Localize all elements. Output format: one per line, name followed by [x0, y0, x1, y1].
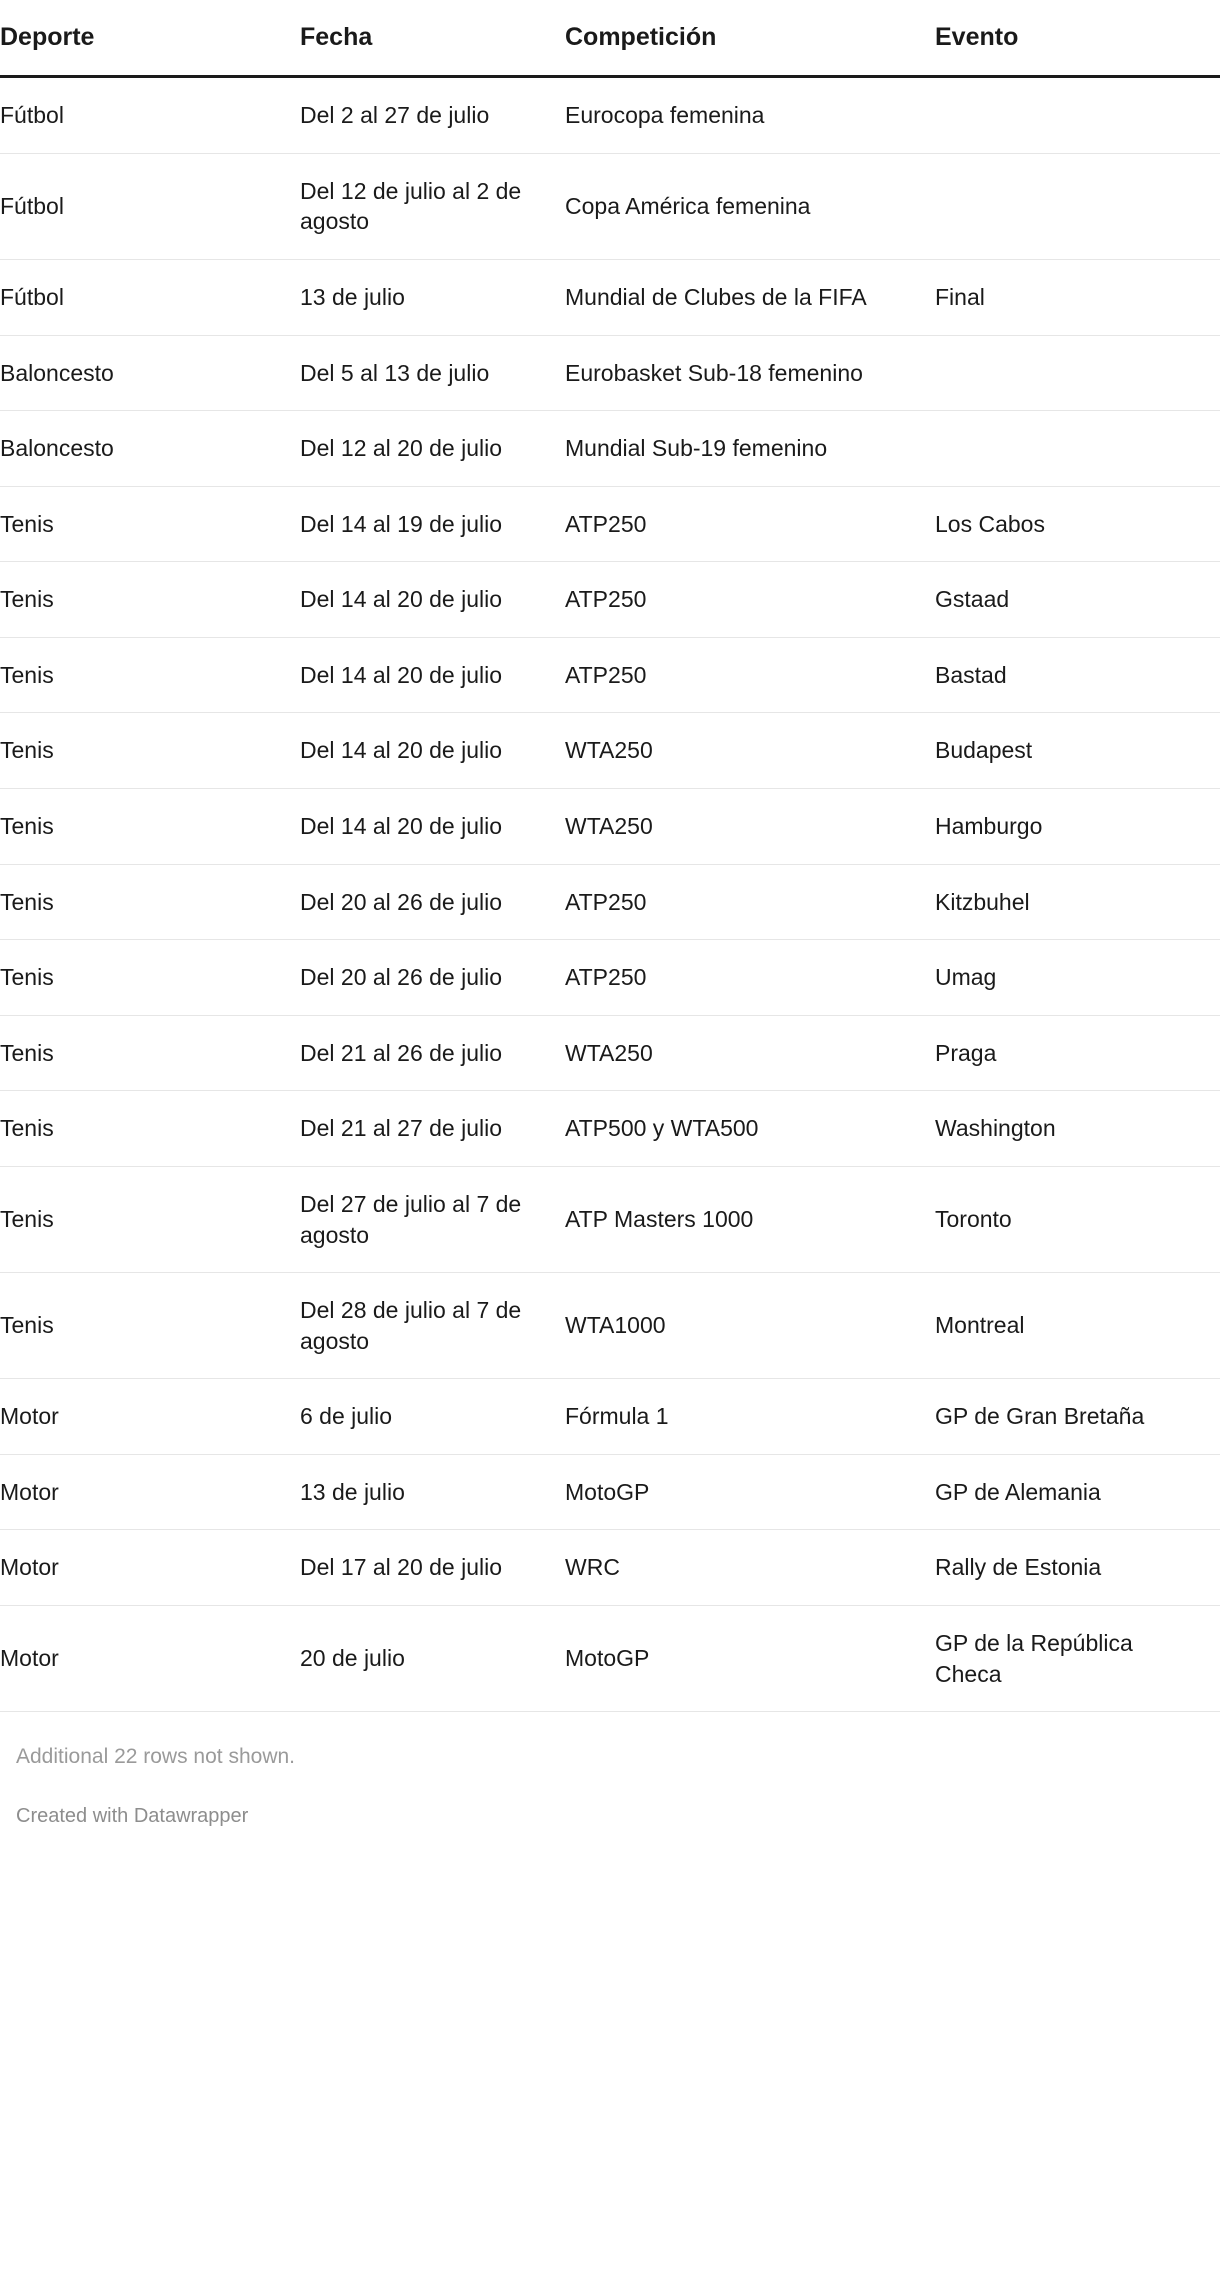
- cell-deporte: Motor: [0, 1379, 300, 1455]
- cell-evento: GP de Gran Bretaña: [935, 1379, 1220, 1455]
- cell-competicion: ATP250: [565, 940, 935, 1016]
- cell-competicion: ATP250: [565, 864, 935, 940]
- table-header: [0, 0, 1220, 77]
- table-row: [0, 562, 1220, 638]
- cell-deporte: Tenis: [0, 1091, 300, 1167]
- cell-competicion: Eurocopa femenina: [565, 77, 935, 154]
- cell-evento: [935, 411, 1220, 487]
- column-header-competicion[interactable]: Competición: [565, 0, 935, 77]
- cell-competicion: ATP500 y WTA500: [565, 1091, 935, 1167]
- cell-deporte: Motor: [0, 1454, 300, 1530]
- cell-fecha: Del 2 al 27 de julio: [300, 77, 565, 154]
- cell-competicion: WRC: [565, 1530, 935, 1606]
- cell-deporte: Baloncesto: [0, 335, 300, 411]
- table-row: [0, 77, 1220, 154]
- cell-fecha: Del 21 al 26 de julio: [300, 1015, 565, 1091]
- cell-evento: Final: [935, 259, 1220, 335]
- rows-not-shown-note: Additional 22 rows not shown.: [16, 1745, 295, 1769]
- table-row: [0, 335, 1220, 411]
- table-row: [0, 1530, 1220, 1606]
- cell-fecha: Del 27 de julio al 7 de agosto: [300, 1166, 565, 1272]
- cell-deporte: Fútbol: [0, 259, 300, 335]
- cell-deporte: Motor: [0, 1605, 300, 1711]
- cell-evento: [935, 335, 1220, 411]
- table-row: [0, 153, 1220, 259]
- cell-evento: Toronto: [935, 1166, 1220, 1272]
- cell-deporte: Tenis: [0, 1015, 300, 1091]
- cell-competicion: Eurobasket Sub-18 femenino: [565, 335, 935, 411]
- cell-fecha: 20 de julio: [300, 1605, 565, 1711]
- cell-competicion: MotoGP: [565, 1605, 935, 1711]
- table-row: [0, 486, 1220, 562]
- cell-deporte: Fútbol: [0, 77, 300, 154]
- table-row: [0, 940, 1220, 1016]
- table-row: [0, 713, 1220, 789]
- datawrapper-credit[interactable]: Created with Datawrapper: [16, 1804, 249, 1827]
- cell-evento: Praga: [935, 1015, 1220, 1091]
- cell-fecha: Del 14 al 19 de julio: [300, 486, 565, 562]
- cell-competicion: WTA1000: [565, 1273, 935, 1379]
- table-row: [0, 1454, 1220, 1530]
- cell-deporte: Tenis: [0, 562, 300, 638]
- cell-competicion: Copa América femenina: [565, 153, 935, 259]
- cell-fecha: Del 5 al 13 de julio: [300, 335, 565, 411]
- cell-deporte: Tenis: [0, 713, 300, 789]
- table-row: [0, 1015, 1220, 1091]
- table-row: [0, 789, 1220, 865]
- cell-deporte: Tenis: [0, 1273, 300, 1379]
- cell-fecha: 6 de julio: [300, 1379, 565, 1455]
- table-row: [0, 1166, 1220, 1272]
- cell-competicion: Fórmula 1: [565, 1379, 935, 1455]
- cell-fecha: Del 14 al 20 de julio: [300, 789, 565, 865]
- cell-fecha: 13 de julio: [300, 259, 565, 335]
- cell-evento: Gstaad: [935, 562, 1220, 638]
- cell-competicion: WTA250: [565, 713, 935, 789]
- cell-evento: [935, 77, 1220, 154]
- cell-fecha: Del 14 al 20 de julio: [300, 562, 565, 638]
- cell-fecha: 13 de julio: [300, 1454, 565, 1530]
- cell-fecha: Del 17 al 20 de julio: [300, 1530, 565, 1606]
- cell-fecha: Del 12 al 20 de julio: [300, 411, 565, 487]
- cell-competicion: ATP250: [565, 486, 935, 562]
- cell-deporte: Tenis: [0, 789, 300, 865]
- cell-competicion: WTA250: [565, 1015, 935, 1091]
- cell-fecha: Del 20 al 26 de julio: [300, 940, 565, 1016]
- column-header-evento[interactable]: Evento: [935, 0, 1220, 77]
- cell-competicion: MotoGP: [565, 1454, 935, 1530]
- cell-competicion: ATP Masters 1000: [565, 1166, 935, 1272]
- cell-fecha: Del 21 al 27 de julio: [300, 1091, 565, 1167]
- cell-competicion: WTA250: [565, 789, 935, 865]
- cell-fecha: Del 14 al 20 de julio: [300, 637, 565, 713]
- cell-fecha: Del 12 de julio al 2 de agosto: [300, 153, 565, 259]
- cell-evento: GP de Alemania: [935, 1454, 1220, 1530]
- cell-evento: Budapest: [935, 713, 1220, 789]
- cell-evento: [935, 153, 1220, 259]
- column-header-fecha[interactable]: Fecha: [300, 0, 565, 77]
- table-row: [0, 637, 1220, 713]
- cell-evento: Umag: [935, 940, 1220, 1016]
- cell-deporte: Tenis: [0, 486, 300, 562]
- cell-deporte: Tenis: [0, 864, 300, 940]
- table-row: [0, 864, 1220, 940]
- cell-deporte: Tenis: [0, 940, 300, 1016]
- table-row: [0, 1091, 1220, 1167]
- cell-evento: Montreal: [935, 1273, 1220, 1379]
- table-row: [0, 1273, 1220, 1379]
- cell-competicion: ATP250: [565, 637, 935, 713]
- table-row: [0, 259, 1220, 335]
- cell-evento: Kitzbuhel: [935, 864, 1220, 940]
- cell-deporte: Tenis: [0, 1166, 300, 1272]
- cell-fecha: Del 28 de julio al 7 de agosto: [300, 1273, 565, 1379]
- cell-evento: Bastad: [935, 637, 1220, 713]
- cell-competicion: Mundial Sub-19 femenino: [565, 411, 935, 487]
- cell-deporte: Motor: [0, 1530, 300, 1606]
- column-header-deporte[interactable]: Deporte: [0, 0, 300, 77]
- cell-deporte: Tenis: [0, 637, 300, 713]
- cell-deporte: Baloncesto: [0, 411, 300, 487]
- cell-competicion: ATP250: [565, 562, 935, 638]
- cell-evento: Hamburgo: [935, 789, 1220, 865]
- table-row: [0, 1605, 1220, 1711]
- cell-competicion: Mundial de Clubes de la FIFA: [565, 259, 935, 335]
- table-row: [0, 1379, 1220, 1455]
- cell-fecha: Del 20 al 26 de julio: [300, 864, 565, 940]
- table-header-row: [0, 0, 1220, 77]
- cell-evento: GP de la República Checa: [935, 1605, 1220, 1711]
- cell-evento: Los Cabos: [935, 486, 1220, 562]
- cell-deporte: Fútbol: [0, 153, 300, 259]
- cell-evento: Rally de Estonia: [935, 1530, 1220, 1606]
- table-row: [0, 411, 1220, 487]
- table-body: [0, 77, 1220, 1712]
- cell-fecha: Del 14 al 20 de julio: [300, 713, 565, 789]
- cell-evento: Washington: [935, 1091, 1220, 1167]
